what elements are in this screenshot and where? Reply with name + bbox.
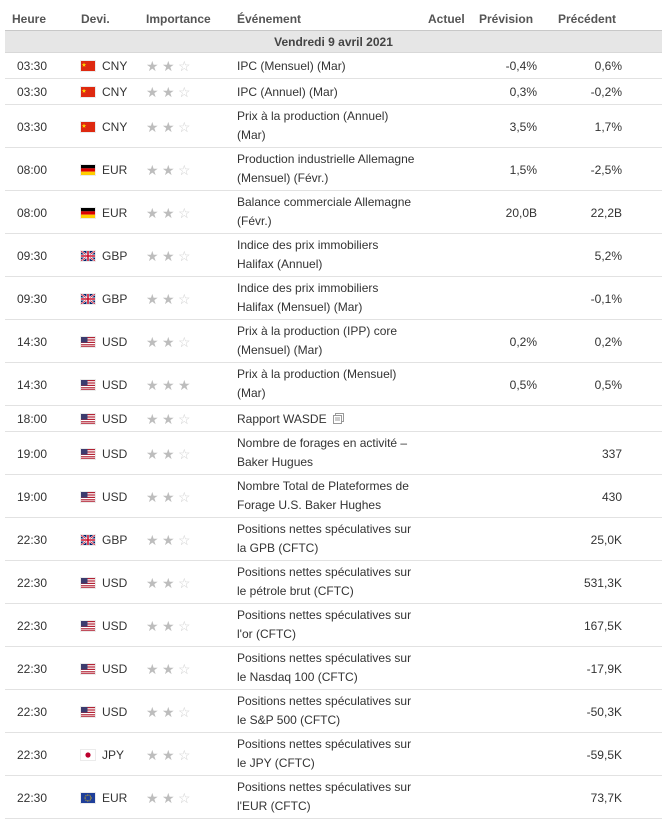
event-label[interactable]: Production industrielle Allemagne (Mensuel) (Févr.) bbox=[237, 152, 415, 185]
star-icon: ★ bbox=[162, 789, 176, 806]
star-icon: ☆ bbox=[178, 290, 192, 307]
event-name[interactable] bbox=[237, 57, 417, 76]
importance-rating bbox=[146, 205, 194, 222]
previous-value: -0,1% bbox=[590, 291, 622, 306]
event-row[interactable] bbox=[5, 690, 662, 733]
event-time: 22:30 bbox=[17, 704, 48, 719]
cn-flag-icon bbox=[81, 61, 95, 71]
event-name[interactable] bbox=[237, 410, 417, 429]
event-name[interactable] bbox=[237, 107, 417, 145]
importance-rating bbox=[146, 747, 194, 764]
forecast-value: 0,2% bbox=[509, 334, 537, 349]
star-icon: ☆ bbox=[178, 411, 192, 427]
event-time: 22:30 bbox=[17, 661, 48, 676]
us-flag-icon bbox=[81, 664, 95, 674]
forecast-value: 1,5% bbox=[509, 162, 537, 177]
col-forecast[interactable]: Prévision bbox=[479, 12, 534, 26]
event-label[interactable]: Rapport WASDE bbox=[237, 412, 327, 426]
importance-rating bbox=[146, 248, 194, 265]
importance-rating bbox=[146, 446, 194, 463]
star-icon: ☆ bbox=[178, 574, 192, 591]
star-icon: ☆ bbox=[178, 58, 192, 74]
star-icon: ☆ bbox=[178, 445, 192, 462]
col-actual[interactable]: Actuel bbox=[428, 12, 465, 26]
star-icon: ★ bbox=[162, 617, 176, 634]
importance-rating bbox=[146, 84, 194, 101]
gb-flag-icon bbox=[81, 251, 95, 261]
event-row[interactable] bbox=[5, 561, 662, 604]
event-label[interactable]: Indice des prix immobiliers Halifax (Annuel) bbox=[237, 238, 379, 271]
event-time: 09:30 bbox=[17, 291, 48, 306]
us-flag-icon bbox=[81, 492, 95, 502]
currency-code: JPY bbox=[102, 747, 125, 762]
currency-code: EUR bbox=[102, 205, 128, 220]
previous-value: -0,2% bbox=[590, 85, 622, 99]
document-icon[interactable] bbox=[333, 411, 344, 422]
star-icon: ★ bbox=[162, 204, 176, 221]
star-icon: ★ bbox=[162, 488, 176, 505]
importance-rating bbox=[146, 618, 194, 635]
us-flag-icon bbox=[81, 578, 95, 588]
event-label[interactable]: IPC (Annuel) (Mar) bbox=[237, 85, 338, 99]
star-icon: ★ bbox=[162, 531, 176, 548]
forecast-value: 20,0B bbox=[505, 205, 537, 220]
col-time[interactable]: Heure bbox=[12, 12, 47, 26]
previous-value: 73,7K bbox=[590, 790, 622, 805]
gb-flag-icon bbox=[81, 294, 95, 304]
us-flag-icon bbox=[81, 337, 95, 347]
event-name[interactable] bbox=[237, 692, 417, 730]
importance-rating bbox=[146, 790, 194, 807]
star-icon: ★ bbox=[146, 531, 160, 548]
event-name[interactable] bbox=[237, 150, 417, 188]
importance-rating bbox=[146, 575, 194, 592]
jp-flag-icon bbox=[81, 750, 95, 760]
importance-rating bbox=[146, 661, 194, 678]
event-name[interactable] bbox=[237, 563, 417, 601]
event-row[interactable] bbox=[5, 475, 662, 518]
cn-flag-icon bbox=[81, 122, 95, 132]
currency-code: GBP bbox=[102, 291, 128, 306]
star-icon: ☆ bbox=[178, 617, 192, 634]
event-row[interactable] bbox=[5, 406, 662, 432]
event-name[interactable] bbox=[237, 83, 417, 102]
de-flag-icon bbox=[81, 165, 95, 175]
star-icon: ★ bbox=[146, 58, 160, 74]
star-icon: ★ bbox=[146, 574, 160, 591]
event-row[interactable] bbox=[5, 604, 662, 647]
event-label[interactable]: Positions nettes spéculatives sur l'or (CFTC) bbox=[237, 608, 412, 641]
us-flag-icon bbox=[81, 449, 95, 459]
star-icon: ★ bbox=[162, 290, 176, 307]
event-row[interactable] bbox=[5, 733, 662, 776]
star-icon: ☆ bbox=[178, 247, 192, 264]
event-row[interactable] bbox=[5, 647, 662, 690]
currency-code: USD bbox=[102, 489, 128, 504]
star-icon: ★ bbox=[146, 333, 160, 350]
previous-value: 0,5% bbox=[594, 377, 622, 392]
event-name[interactable] bbox=[237, 649, 417, 687]
event-label[interactable]: Positions nettes spéculatives sur le S&P 500 (CFTC) bbox=[237, 694, 412, 727]
event-time: 22:30 bbox=[17, 790, 48, 805]
star-icon: ☆ bbox=[178, 204, 192, 221]
previous-value: -2,5% bbox=[590, 162, 622, 177]
star-icon: ☆ bbox=[178, 531, 192, 548]
importance-rating bbox=[146, 377, 194, 394]
event-row[interactable] bbox=[5, 363, 662, 406]
event-row[interactable] bbox=[5, 518, 662, 561]
event-name[interactable] bbox=[237, 193, 417, 231]
event-time: 08:00 bbox=[17, 205, 48, 220]
forecast-value: 0,3% bbox=[509, 85, 537, 99]
currency-code: USD bbox=[102, 618, 128, 633]
currency-code: EUR bbox=[102, 162, 128, 177]
event-time: 03:30 bbox=[17, 119, 48, 134]
currency-code: GBP bbox=[102, 248, 128, 263]
importance-rating bbox=[146, 119, 194, 136]
us-flag-icon bbox=[81, 707, 95, 717]
currency-code: USD bbox=[102, 334, 128, 349]
star-icon: ★ bbox=[162, 703, 176, 720]
event-label[interactable]: Positions nettes spéculatives sur l'EUR (CFTC) bbox=[237, 780, 412, 813]
previous-value: 22,2B bbox=[590, 205, 622, 220]
star-icon: ★ bbox=[146, 660, 160, 677]
event-row[interactable] bbox=[5, 277, 662, 320]
currency-code: EUR bbox=[102, 790, 128, 805]
event-row[interactable] bbox=[5, 53, 662, 79]
event-label[interactable]: IPC (Mensuel) (Mar) bbox=[237, 59, 346, 73]
event-label[interactable]: Nombre Total de Plateformes de Forage U.S. Baker Hughes bbox=[237, 479, 409, 512]
event-name[interactable] bbox=[237, 236, 417, 274]
previous-value: 0,2% bbox=[594, 334, 622, 349]
previous-value: 430 bbox=[601, 489, 622, 504]
event-row[interactable] bbox=[5, 79, 662, 105]
event-time: 03:30 bbox=[17, 59, 48, 73]
event-label[interactable]: Positions nettes spéculatives sur le pétrole brut (CFTC) bbox=[237, 565, 412, 598]
star-icon: ★ bbox=[162, 84, 176, 100]
event-name[interactable] bbox=[237, 606, 417, 644]
col-event[interactable]: Événement bbox=[237, 12, 302, 26]
currency-code: CNY bbox=[102, 119, 128, 134]
importance-rating bbox=[146, 489, 194, 506]
event-label[interactable]: Positions nettes spéculatives sur la GPB (CFTC) bbox=[237, 522, 412, 555]
event-row[interactable] bbox=[5, 432, 662, 475]
us-flag-icon bbox=[81, 621, 95, 631]
event-label[interactable]: Prix à la production (Mensuel) (Mar) bbox=[237, 367, 397, 400]
star-icon: ★ bbox=[162, 58, 176, 74]
event-label[interactable]: Positions nettes spéculatives sur le Nasdaq 100 (CFTC) bbox=[237, 651, 412, 684]
eu-flag-icon bbox=[81, 793, 95, 803]
event-row[interactable] bbox=[5, 234, 662, 277]
economic-calendar bbox=[5, 0, 662, 819]
star-icon: ★ bbox=[162, 161, 176, 178]
star-icon: ★ bbox=[146, 445, 160, 462]
us-flag-icon bbox=[81, 414, 95, 424]
importance-rating bbox=[146, 334, 194, 351]
event-time: 19:00 bbox=[17, 489, 48, 504]
event-time: 03:30 bbox=[17, 85, 48, 99]
event-name[interactable] bbox=[237, 520, 417, 558]
importance-rating bbox=[146, 291, 194, 308]
star-icon: ☆ bbox=[178, 488, 192, 505]
star-icon: ★ bbox=[146, 703, 160, 720]
event-name[interactable] bbox=[237, 735, 417, 773]
event-row[interactable] bbox=[5, 105, 662, 148]
star-icon: ★ bbox=[146, 290, 160, 307]
currency-code: CNY bbox=[102, 85, 128, 99]
event-time: 22:30 bbox=[17, 618, 48, 633]
importance-rating bbox=[146, 411, 194, 428]
event-time: 09:30 bbox=[17, 248, 48, 263]
star-icon: ★ bbox=[162, 660, 176, 677]
previous-value: 0,6% bbox=[594, 59, 622, 73]
importance-rating bbox=[146, 58, 194, 75]
event-time: 14:30 bbox=[17, 377, 48, 392]
previous-value: 167,5K bbox=[583, 618, 622, 633]
event-time: 19:00 bbox=[17, 446, 48, 461]
star-icon: ★ bbox=[162, 247, 176, 264]
de-flag-icon bbox=[81, 208, 95, 218]
currency-code: USD bbox=[102, 446, 128, 461]
event-time: 18:00 bbox=[17, 412, 48, 426]
table-header bbox=[5, 0, 662, 30]
currency-code: USD bbox=[102, 412, 128, 426]
star-icon: ★ bbox=[146, 789, 160, 806]
star-icon: ☆ bbox=[178, 161, 192, 178]
event-label[interactable]: Positions nettes spéculatives sur le JPY (CFTC) bbox=[237, 737, 412, 770]
event-row[interactable] bbox=[5, 148, 662, 191]
col-importance[interactable]: Importance bbox=[146, 12, 211, 26]
star-icon: ☆ bbox=[178, 703, 192, 720]
event-label[interactable]: Balance commerciale Allemagne (Févr.) bbox=[237, 195, 412, 228]
star-icon: ★ bbox=[162, 376, 176, 393]
forecast-value: -0,4% bbox=[505, 59, 537, 73]
previous-value: 531,3K bbox=[583, 575, 622, 590]
event-label[interactable]: Prix à la production (IPP) core (Mensuel) (Mar) bbox=[237, 324, 398, 357]
previous-value: 1,7% bbox=[594, 119, 622, 134]
previous-value: 337 bbox=[601, 446, 622, 461]
star-icon: ★ bbox=[146, 411, 160, 427]
event-row[interactable] bbox=[5, 191, 662, 234]
event-row[interactable] bbox=[5, 320, 662, 363]
importance-rating bbox=[146, 704, 194, 721]
star-icon: ★ bbox=[146, 84, 160, 100]
previous-value: 5,2% bbox=[594, 248, 622, 263]
star-icon: ★ bbox=[146, 376, 160, 393]
event-time: 22:30 bbox=[17, 532, 48, 547]
star-icon: ★ bbox=[146, 204, 160, 221]
star-icon: ★ bbox=[162, 118, 176, 135]
forecast-value: 0,5% bbox=[509, 377, 537, 392]
event-name[interactable] bbox=[237, 778, 417, 816]
star-icon: ☆ bbox=[178, 660, 192, 677]
star-icon: ☆ bbox=[178, 84, 192, 100]
star-icon: ☆ bbox=[178, 333, 192, 350]
forecast-value: 3,5% bbox=[509, 119, 537, 134]
star-icon: ★ bbox=[146, 746, 160, 763]
importance-rating bbox=[146, 532, 194, 549]
star-icon: ★ bbox=[146, 247, 160, 264]
event-name[interactable] bbox=[237, 365, 417, 403]
currency-code: USD bbox=[102, 661, 128, 676]
star-icon: ★ bbox=[162, 411, 176, 427]
star-icon: ★ bbox=[162, 746, 176, 763]
star-icon: ★ bbox=[162, 574, 176, 591]
event-time: 14:30 bbox=[17, 334, 48, 349]
event-name[interactable] bbox=[237, 477, 417, 515]
event-name[interactable] bbox=[237, 279, 417, 317]
previous-value: -59,5K bbox=[586, 747, 622, 762]
event-time: 22:30 bbox=[17, 747, 48, 762]
star-icon: ★ bbox=[146, 617, 160, 634]
gb-flag-icon bbox=[81, 535, 95, 545]
event-row[interactable] bbox=[5, 776, 662, 819]
star-icon: ☆ bbox=[178, 746, 192, 763]
event-label[interactable]: Indice des prix immobiliers Halifax (Mensuel) (Mar) bbox=[237, 281, 379, 314]
star-icon: ★ bbox=[162, 445, 176, 462]
previous-value: -17,9K bbox=[586, 661, 622, 676]
importance-rating bbox=[146, 162, 194, 179]
event-label[interactable]: Prix à la production (Annuel) (Mar) bbox=[237, 109, 389, 142]
event-time: 22:30 bbox=[17, 575, 48, 590]
col-previous[interactable]: Précédent bbox=[558, 12, 617, 26]
event-label[interactable]: Nombre de forages en activité – Baker Hugues bbox=[237, 436, 408, 469]
event-name[interactable] bbox=[237, 322, 417, 360]
star-icon: ★ bbox=[146, 161, 160, 178]
currency-code: USD bbox=[102, 704, 128, 719]
star-icon: ★ bbox=[146, 118, 160, 135]
star-icon: ☆ bbox=[178, 118, 192, 135]
col-currency[interactable]: Devi. bbox=[81, 12, 110, 26]
date-separator: Vendredi 9 avril 2021 bbox=[5, 30, 662, 53]
currency-code: GBP bbox=[102, 532, 128, 547]
star-icon: ☆ bbox=[178, 789, 192, 806]
star-icon: ★ bbox=[146, 488, 160, 505]
star-icon: ★ bbox=[178, 376, 192, 393]
currency-code: USD bbox=[102, 575, 128, 590]
previous-value: -50,3K bbox=[586, 704, 622, 719]
previous-value: 25,0K bbox=[590, 532, 622, 547]
event-time: 08:00 bbox=[17, 162, 48, 177]
star-icon: ★ bbox=[162, 333, 176, 350]
us-flag-icon bbox=[81, 380, 95, 390]
currency-code: USD bbox=[102, 377, 128, 392]
event-name[interactable] bbox=[237, 434, 417, 472]
currency-code: CNY bbox=[102, 59, 128, 73]
event-list bbox=[5, 53, 662, 819]
cn-flag-icon bbox=[81, 87, 95, 97]
